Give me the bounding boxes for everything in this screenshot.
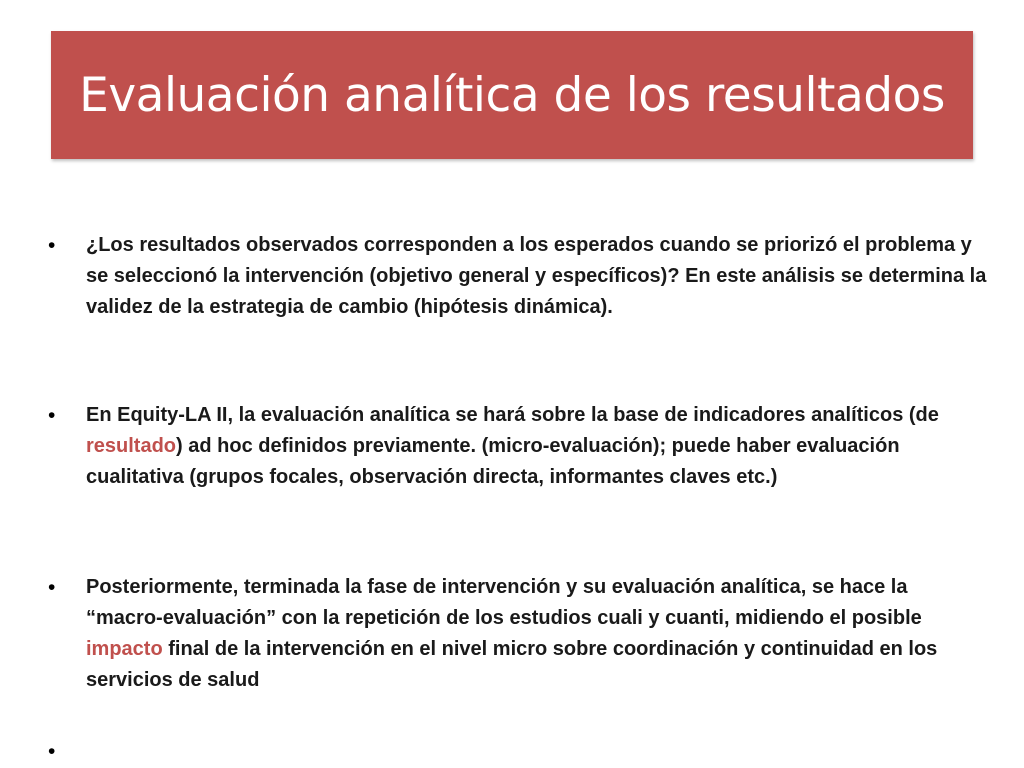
bullet-dot-icon: • xyxy=(48,234,56,257)
bullet-item-4 xyxy=(48,736,988,767)
slide-title: Evaluación analítica de los resultados xyxy=(79,67,945,123)
bullet-text-1: ¿Los resultados observados corresponden a los esperados cuando se priorizó el problema y se seleccionó la intervención (objetivo general y específicos)? En este análisis se determina la validez de la estrategia de cambio (hipótesis dinámica). xyxy=(86,234,987,318)
highlight-resultado: resultado xyxy=(86,435,177,457)
bullet-text-3 xyxy=(86,572,988,696)
bullet-item-2 xyxy=(48,400,988,493)
bullet-dot-icon: • xyxy=(48,576,56,599)
bullet-text-2 xyxy=(86,400,988,493)
bullet-item-1 xyxy=(48,230,988,323)
bullet-text-2-after: ) ad hoc definidos previamente. (micro-evaluación); puede haber evaluación cualitativa (grupos focales, observación directa, informantes claves etc.) xyxy=(86,435,900,488)
bullet-text-3-after: final de la intervención en el nivel micro sobre coordinación y continuidad en los servicios de salud xyxy=(86,638,938,691)
bullet-text-2-before: En Equity-LA II, la evaluación analítica se hará sobre la base de indicadores analíticos (de xyxy=(86,404,939,426)
bullet-text-3-before: Posteriormente, terminada la fase de intervención y su evaluación analítica, se hace la “macro-evaluación” con la repetición de los estudios cuali y cuanti, midiendo el posible xyxy=(86,576,922,629)
highlight-impacto: impacto xyxy=(86,638,163,660)
title-banner xyxy=(51,31,973,159)
bullet-item-3 xyxy=(48,572,988,696)
bullet-dot-icon: • xyxy=(48,404,56,427)
bullet-dot-icon: • xyxy=(48,740,56,763)
